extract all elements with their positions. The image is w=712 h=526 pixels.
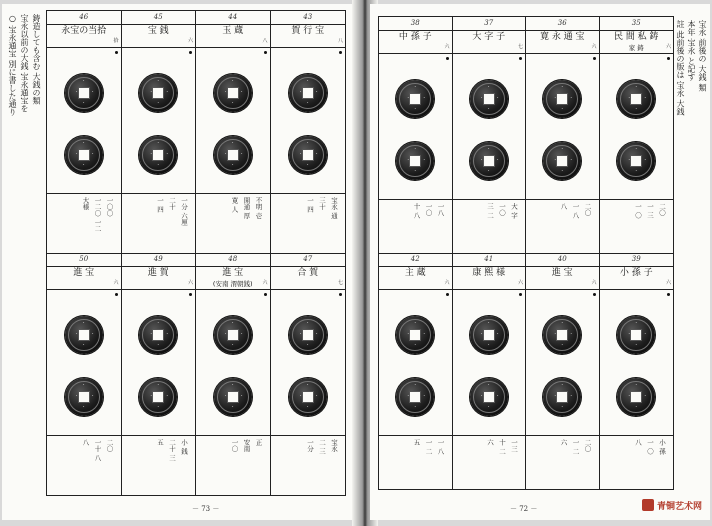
coin-name	[196, 266, 270, 290]
rarity-rank: 七	[517, 44, 523, 50]
note-column: 一 二	[424, 439, 433, 455]
coin-rubbings	[600, 290, 674, 436]
note-column: 八	[559, 203, 568, 210]
note-column: 一分 六厘	[180, 197, 188, 226]
note-column: 一三	[510, 439, 518, 452]
note-column: 二〇	[658, 203, 666, 216]
note-column: 一 八	[436, 439, 445, 455]
marker-dot	[593, 57, 596, 60]
coin-image: · · · ·	[617, 142, 655, 180]
note-column: 二〇	[583, 439, 592, 452]
rarity-rank: 六	[444, 44, 450, 50]
note-column: 三十	[318, 197, 326, 210]
coin-image: · · · ·	[289, 378, 327, 416]
note-column: 宝永 通	[330, 197, 338, 219]
note-column: 一〇	[498, 203, 506, 216]
marker-dot	[519, 57, 522, 60]
catalog-number: 37	[453, 17, 526, 31]
coin-name	[453, 30, 526, 54]
coin-entry	[600, 17, 674, 253]
stamp-text: 青铜艺术网	[656, 501, 702, 512]
marker-dot	[446, 293, 449, 296]
coin-name	[271, 266, 346, 290]
catalog-number: 44	[196, 11, 270, 25]
coin-image: · · · ·	[543, 142, 581, 180]
coin-image: · · · ·	[289, 74, 327, 112]
coin-name-text: 康 熙 様	[472, 268, 506, 278]
coin-name-text: 永宝の当拾	[61, 26, 107, 36]
coin-name	[196, 24, 270, 48]
catalog-number: 38	[379, 17, 452, 31]
coin-name-text: 小 孫 子	[619, 268, 653, 278]
catalog-number: 40	[526, 253, 599, 267]
rarity-rank: 六	[591, 44, 597, 50]
note-column: 六	[486, 439, 494, 446]
coin-entry	[122, 253, 197, 495]
coin-notes	[271, 435, 346, 495]
coin-row	[47, 11, 345, 254]
coin-name	[600, 30, 674, 54]
coin-rubbings	[453, 54, 526, 200]
marker-dot	[446, 57, 449, 60]
note-column: 五	[412, 439, 421, 446]
coin-entry	[122, 11, 197, 253]
coin-name	[600, 266, 674, 290]
coin-entry	[196, 253, 271, 495]
rarity-rank: 六	[591, 280, 597, 286]
note-column: 大 字	[510, 203, 518, 219]
coin-image: · · · ·	[470, 378, 508, 416]
coin-name-text: 主 蔵	[404, 268, 426, 278]
rarity-rank: 六	[665, 280, 671, 286]
note-column: 小 銭	[180, 439, 188, 455]
note-column: 一 四	[306, 197, 314, 213]
rarity-rank: 六	[187, 280, 193, 286]
coin-image: · · · ·	[396, 80, 434, 118]
coin-image: · · · ·	[289, 316, 327, 354]
catalog-number: 46	[47, 11, 121, 25]
marker-dot	[519, 293, 522, 296]
coin-name	[379, 266, 452, 290]
coin-image: · · · ·	[65, 74, 103, 112]
note-column: 安南	[242, 439, 251, 452]
margin-note-line: ○ 宝永通宝 別に書した通り	[8, 14, 17, 117]
coin-rubbings	[453, 290, 526, 436]
note-column: 二〇	[583, 203, 592, 216]
left-page	[2, 4, 360, 520]
coin-notes	[271, 193, 346, 253]
page-number: － 72 －	[510, 505, 538, 513]
coin-entry	[379, 253, 453, 489]
coin-name-text: 寛 永 通 宝	[539, 32, 585, 42]
coin-image: · · · ·	[214, 136, 252, 174]
marker-dot	[667, 57, 670, 60]
coin-entry	[47, 253, 122, 495]
coin-notes	[526, 199, 599, 253]
coin-name	[122, 266, 196, 290]
catalog-number: 49	[122, 253, 196, 267]
coin-image: · · · ·	[470, 80, 508, 118]
note-column: 一 〇	[646, 439, 654, 455]
rarity-rank: 六	[517, 280, 523, 286]
note-column: 一〇	[230, 439, 239, 452]
coin-image: · · · ·	[214, 74, 252, 112]
note-column: 六	[559, 439, 568, 446]
coin-image: · · · ·	[289, 136, 327, 174]
catalog-number: 42	[379, 253, 452, 267]
coin-subname: (安南 渭朝銭)	[212, 280, 253, 288]
coin-subname: 家 鋳	[628, 44, 644, 52]
note-column: 不明 壱	[254, 197, 263, 219]
coin-image: · · · ·	[470, 142, 508, 180]
coin-notes	[47, 193, 121, 253]
marker-dot	[339, 293, 342, 296]
coin-name-text: 合 賀	[297, 268, 319, 278]
coin-name	[526, 30, 599, 54]
note-column: 五	[156, 439, 164, 446]
coin-name	[47, 266, 121, 290]
marker-dot	[593, 293, 596, 296]
coin-entry	[453, 17, 527, 253]
coin-entry	[526, 253, 600, 489]
rarity-rank: 八	[337, 38, 343, 44]
coin-row	[379, 17, 673, 254]
coin-notes	[453, 199, 526, 253]
coin-image: · · · ·	[617, 378, 655, 416]
note-column: 一分	[306, 439, 314, 452]
note-column: 十 八	[412, 203, 421, 219]
coin-name-text: 宝 銭	[147, 26, 169, 36]
coin-rubbings	[271, 290, 346, 436]
coin-name-text: 進 宝	[551, 268, 573, 278]
coin-rubbings	[600, 54, 674, 200]
coin-name	[122, 24, 196, 48]
note-column: 二 三	[318, 439, 326, 455]
note-column: 一〇〇	[105, 197, 114, 217]
coin-notes	[122, 193, 196, 253]
coin-entry	[600, 253, 674, 489]
coin-rubbings	[122, 290, 196, 436]
note-column: 一十 八	[93, 439, 102, 461]
coin-image: · · · ·	[214, 378, 252, 416]
note-column: 一 四	[156, 197, 164, 213]
rarity-rank: 拾	[113, 38, 119, 44]
coin-rubbings	[47, 290, 121, 436]
marker-dot	[189, 293, 192, 296]
coin-rubbings	[196, 290, 270, 436]
coin-name	[526, 266, 599, 290]
page-number: － 73 －	[192, 505, 220, 513]
coin-image: · · · ·	[617, 316, 655, 354]
coin-notes	[600, 435, 674, 489]
coin-name-text: 進 宝	[222, 268, 244, 278]
coin-notes	[379, 199, 452, 253]
note-column: 正	[254, 439, 263, 446]
catalog-number: 35	[600, 17, 674, 31]
coin-entry	[47, 11, 122, 253]
coin-name-text: 玉 蔵	[222, 26, 244, 36]
catalog-number: 48	[196, 253, 270, 267]
coin-notes	[379, 435, 452, 489]
coin-entry	[453, 253, 527, 489]
note-column: 一 八	[571, 203, 580, 219]
coin-rubbings	[271, 48, 346, 194]
marker-dot	[339, 51, 342, 54]
note-column: 二十	[168, 197, 176, 210]
margin-note-line: 宝永 前後の 大銭 類	[698, 20, 707, 92]
catalog-number: 39	[600, 253, 674, 267]
coin-notes	[196, 193, 270, 253]
coin-rubbings	[526, 54, 599, 200]
catalog-number: 50	[47, 253, 121, 267]
coin-image: · · · ·	[139, 74, 177, 112]
coin-name-text: 大 字 子	[472, 32, 506, 42]
note-column: 二十 三	[168, 439, 176, 461]
coin-image: · · · ·	[543, 378, 581, 416]
marker-dot	[115, 293, 118, 296]
coin-notes	[122, 435, 196, 495]
margin-note-line: 本年 宝永 と記す	[687, 20, 696, 82]
marker-dot	[667, 293, 670, 296]
coin-image: · · · ·	[396, 316, 434, 354]
coin-notes	[47, 435, 121, 495]
margin-note-line: 註 此前後の版は 宝永 大銭	[676, 20, 685, 116]
marker-dot	[264, 51, 267, 54]
rarity-rank: 六	[187, 38, 193, 44]
coin-rubbings	[379, 290, 452, 436]
marker-dot	[264, 293, 267, 296]
right-page	[370, 4, 710, 520]
note-column: 開通 厚	[242, 197, 251, 219]
coin-entry	[196, 11, 271, 253]
catalog-number: 41	[453, 253, 526, 267]
coin-image: · · · ·	[396, 378, 434, 416]
coin-notes	[526, 435, 599, 489]
coin-rubbings	[47, 48, 121, 194]
coin-entry	[526, 17, 600, 253]
note-column: 二〇	[105, 439, 114, 452]
coin-image: · · · ·	[543, 316, 581, 354]
coin-image: · · · ·	[65, 316, 103, 354]
note-column: 宝永	[330, 439, 338, 452]
marker-dot	[115, 51, 118, 54]
coin-row	[379, 253, 673, 489]
note-column: 一 三	[646, 203, 654, 219]
rarity-rank: 六	[665, 44, 671, 50]
note-column: 小 孫	[658, 439, 666, 455]
catalog-number: 36	[526, 17, 599, 31]
coin-entry	[271, 11, 346, 253]
catalog-number: 45	[122, 11, 196, 25]
seal-icon	[642, 499, 654, 511]
coin-image: · · · ·	[617, 80, 655, 118]
coin-row	[47, 253, 345, 495]
coin-notes	[196, 435, 270, 495]
coin-name-text: 進 賀	[147, 268, 169, 278]
note-column: 大様	[81, 197, 90, 210]
coin-image: · · · ·	[396, 142, 434, 180]
coin-name-text: 進 宝	[73, 268, 95, 278]
coin-rubbings	[379, 54, 452, 200]
coin-image: · · · ·	[214, 316, 252, 354]
catalog-number: 47	[271, 253, 346, 267]
coin-image: · · · ·	[470, 316, 508, 354]
marker-dot	[189, 51, 192, 54]
coin-name	[47, 24, 121, 48]
coin-table-left	[46, 10, 346, 496]
coin-notes	[600, 199, 674, 253]
coin-image: · · · ·	[139, 136, 177, 174]
note-column: 八	[81, 439, 90, 446]
rarity-rank: 六	[444, 280, 450, 286]
coin-rubbings	[196, 48, 270, 194]
note-column: 八	[634, 439, 642, 446]
catalog-number: 43	[271, 11, 346, 25]
rarity-rank: 六	[113, 280, 119, 286]
coin-name	[271, 24, 346, 48]
coin-name	[453, 266, 526, 290]
margin-note-line: 宝永以前の大銭 宝永通宝を	[20, 14, 29, 113]
coin-image: · · · ·	[139, 378, 177, 416]
coin-image: · · · ·	[139, 316, 177, 354]
coin-entry	[379, 17, 453, 253]
note-column: 一八	[436, 203, 445, 216]
note-column: 一〇	[424, 203, 433, 216]
margin-note-line: 鋳造しても含む 大銭の類	[32, 14, 41, 105]
coin-image: · · · ·	[65, 378, 103, 416]
rarity-rank: 七	[337, 280, 343, 286]
coin-image: · · · ·	[543, 80, 581, 118]
coin-name-text: 賀 行 宝	[291, 26, 325, 36]
coin-image: · · · ·	[65, 136, 103, 174]
note-column: 一 〇	[634, 203, 642, 219]
note-column: 十 二	[498, 439, 506, 455]
note-column: 寛 人	[230, 197, 239, 213]
coin-name	[379, 30, 452, 54]
note-column: 一 二	[571, 439, 580, 455]
note-column: 一二〇 一二	[93, 197, 102, 232]
coin-name-text: 民 間 私 鋳	[613, 32, 659, 42]
coin-rubbings	[122, 48, 196, 194]
coin-notes	[453, 435, 526, 489]
coin-name-text: 中 孫 子	[398, 32, 432, 42]
coin-entry	[271, 253, 346, 495]
rarity-rank: 六	[262, 280, 268, 286]
note-column: 三 二	[486, 203, 494, 219]
rarity-rank: 八	[262, 38, 268, 44]
coin-rubbings	[526, 290, 599, 436]
coin-table-right	[378, 16, 674, 490]
watermark-stamp	[642, 498, 702, 512]
